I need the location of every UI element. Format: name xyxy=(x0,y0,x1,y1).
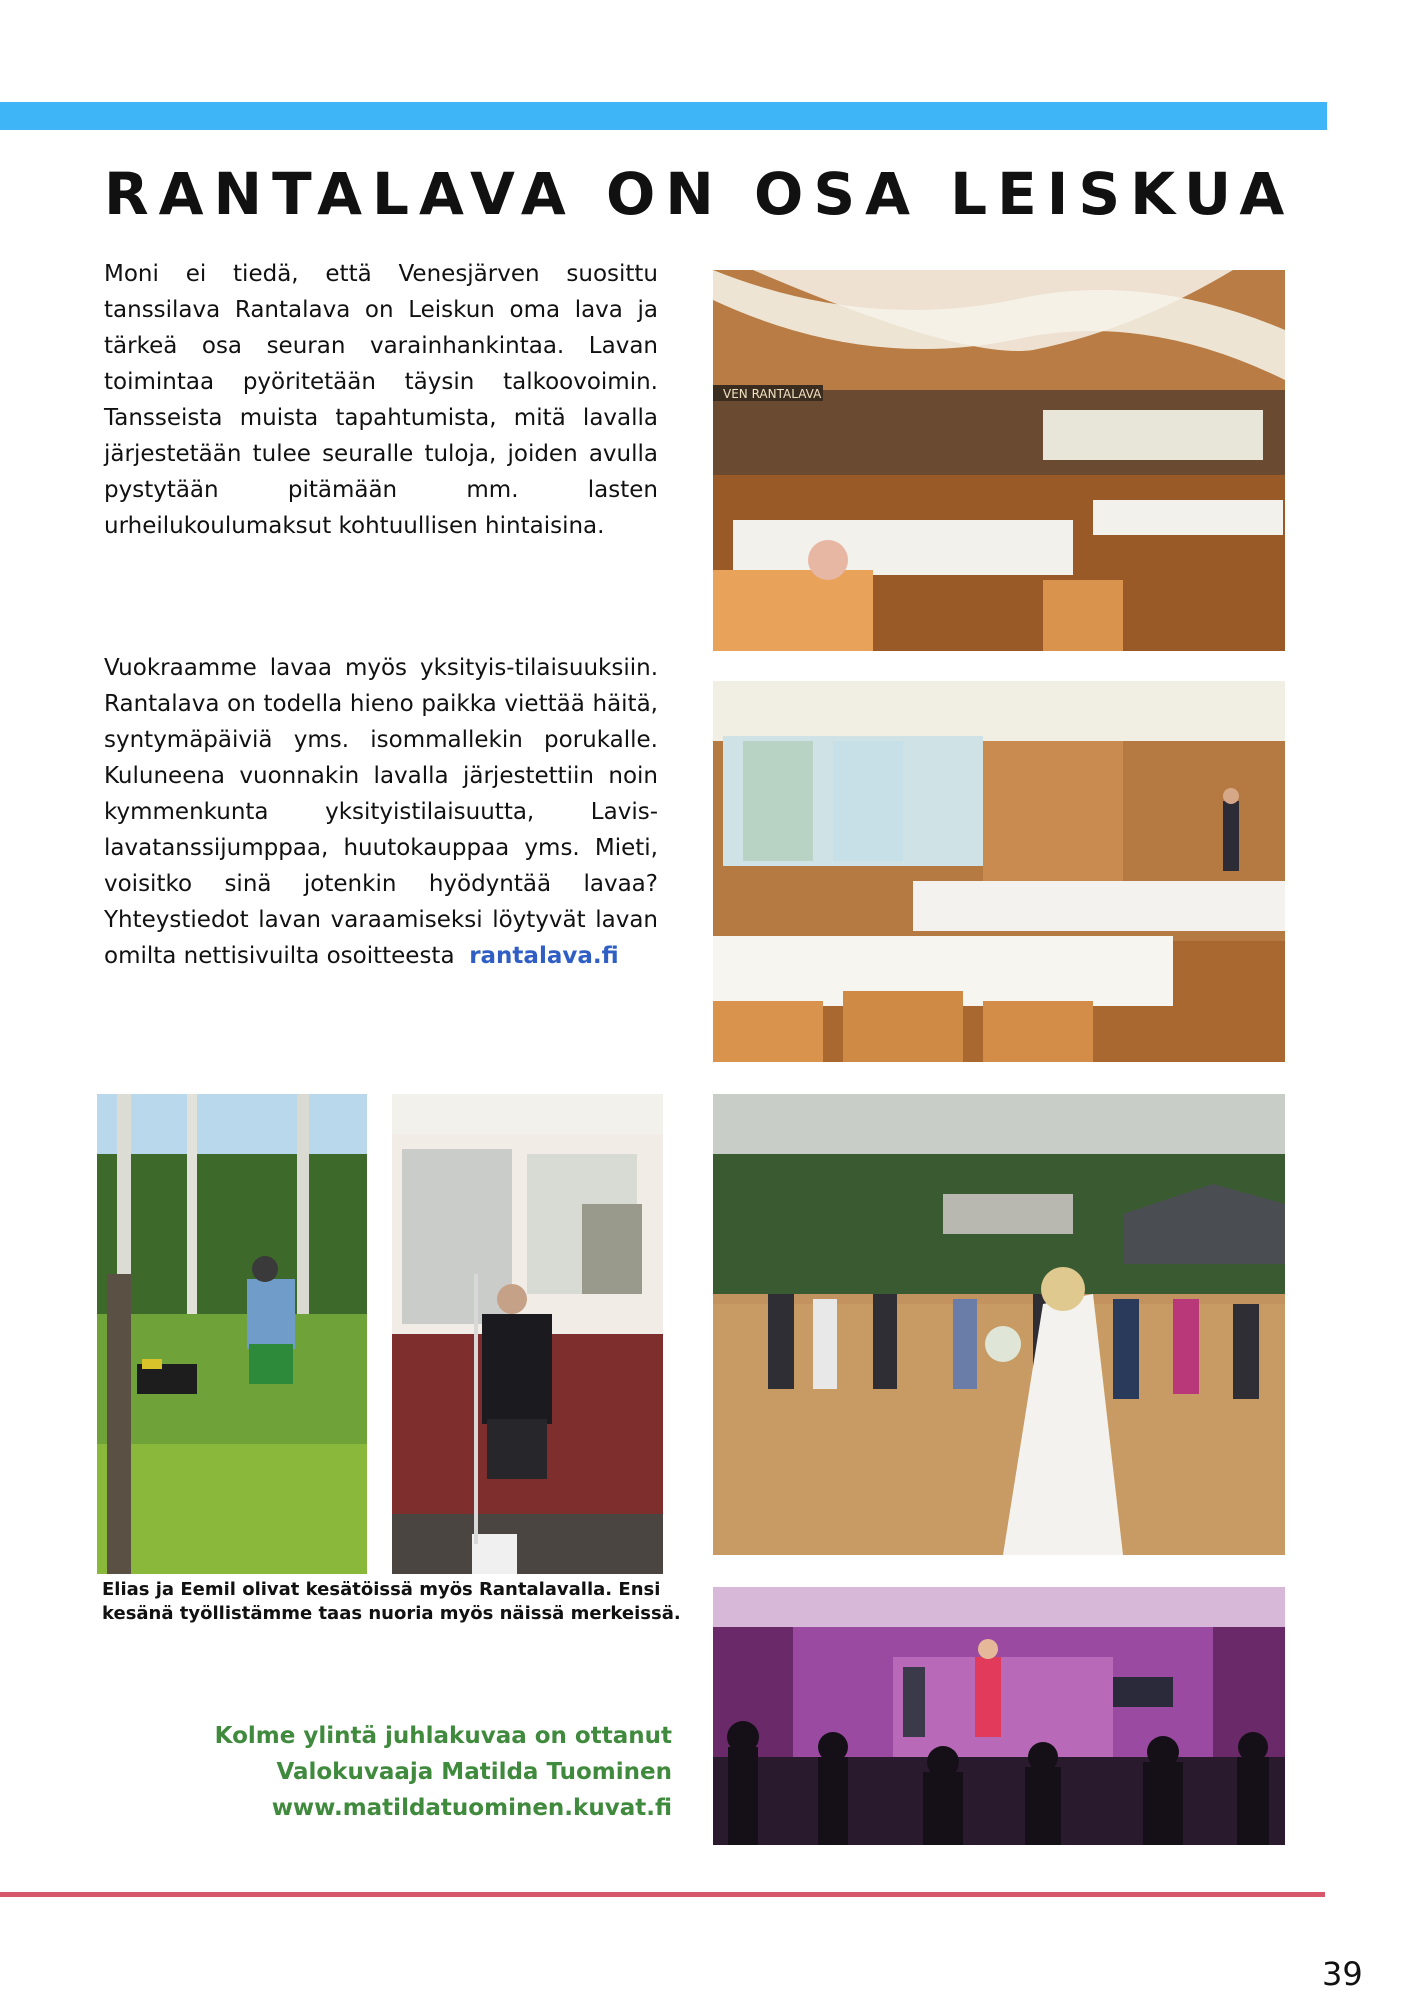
page-number: 39 xyxy=(1322,1955,1363,1993)
rental-paragraph-text: Vuokraamme lavaa myös yksityis-tilaisuuksiin. Rantalava on todella hieno paikka viettää häitä, syntymäpäiviä yms. isommallekin porukalle. Kuluneena vuonnakin lavalla järjestettiin noin kymmenkunta yksityistilaisuutta, Lavis-lavatanssijumppaa, huutokauppaa yms. Mieti, voisitko sinä jotenkin hyödyntää lavaa? Yhteystiedot lavan varaamiseksi löytyvät lavan omilta nettisivuilta osoitteesta xyxy=(104,655,658,969)
summer-jobs-caption: Elias ja Eemil olivat kesätöissä myös Rantalavalla. Ensi kesänä työllistämme taas nuoria myös näissä merkeissä. xyxy=(102,1579,681,1624)
photo-bride-outdoors xyxy=(713,1094,1285,1555)
bottom-divider xyxy=(0,1892,1325,1897)
photo-credits xyxy=(150,1718,672,1826)
page-title: RANTALAVA ON OSA LEISKUA xyxy=(104,160,1295,228)
photo-dance-night xyxy=(713,1587,1285,1845)
rantalava-link[interactable]: rantalava.fi xyxy=(469,943,619,969)
rental-paragraph xyxy=(104,650,658,974)
hall-banner-text: VEN RANTALAVA xyxy=(723,387,822,401)
photo-hall-tables xyxy=(713,681,1285,1062)
photographer-website-link[interactable]: www.matildatuominen.kuvat.fi xyxy=(271,1795,672,1821)
photo-mowing-lawn xyxy=(97,1094,367,1574)
top-accent-bar xyxy=(0,102,1327,130)
intro-paragraph: Moni ei tiedä, että Venesjärven suosittu tanssilava Rantalava on Leiskun oma lava ja tärkeä osa seuran varainhankintaa. Lavan toimintaa pyöritetään täysin talkoovoimin. Tansseista muista tapahtumista, mitä lavalla järjestetään tulee seuralle tuloja, joiden avulla pystytään pitämään mm. lasten urheilukoulumaksut kohtuullisen hintaisina. xyxy=(104,261,658,539)
credits-line-2: Valokuvaaja Matilda Tuominen xyxy=(276,1759,672,1785)
photo-washing-windows xyxy=(392,1094,663,1574)
photo-hall-decorated xyxy=(713,270,1285,651)
credits-line-1: Kolme ylintä juhlakuvaa on ottanut xyxy=(214,1723,672,1749)
